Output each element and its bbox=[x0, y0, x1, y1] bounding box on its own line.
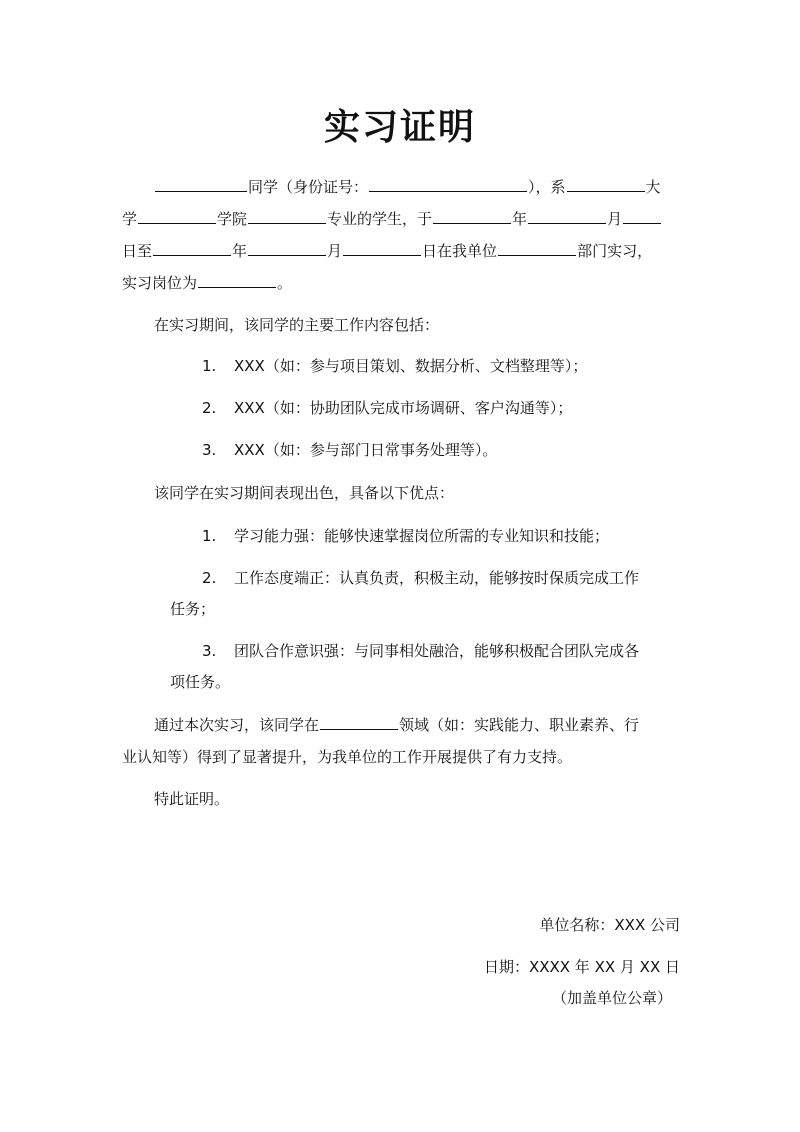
blank-start-year bbox=[433, 207, 511, 224]
signature-seal-note: （加盖单位公章） bbox=[551, 989, 672, 1007]
merit-item-2-cont: 任务； bbox=[170, 600, 216, 618]
blank-field bbox=[320, 713, 398, 730]
work-item-2: 2. XXX（如：协助团队完成市场调研、客户沟通等）； bbox=[202, 399, 573, 417]
blank-position bbox=[198, 271, 276, 288]
blank-end-day bbox=[343, 239, 421, 256]
merit-item-2: 2. 工作态度端正：认真负责，积极主动，能够按时保质完成工作 bbox=[202, 569, 640, 587]
blank-end-year bbox=[153, 239, 231, 256]
blank-university bbox=[138, 207, 216, 224]
blank-id-number bbox=[369, 175, 527, 192]
para1-line4: 实习岗位为 。 bbox=[122, 271, 292, 295]
blank-end-month bbox=[248, 239, 326, 256]
para3-intro: 该同学在实习期间表现出色，具备以下优点： bbox=[154, 484, 455, 502]
work-item-1: 1. XXX（如：参与项目策划、数据分析、文档整理等）； bbox=[202, 357, 588, 375]
para2-intro: 在实习期间，该同学的主要工作内容包括： bbox=[154, 316, 440, 334]
blank-start-month bbox=[528, 207, 606, 224]
signature-org: 单位名称：XXX 公司 bbox=[539, 916, 680, 934]
work-item-3: 3. XXX（如：参与部门日常事务处理等）。 bbox=[202, 441, 498, 459]
para4-line2: 业认知等）得到了显著提升，为我单位的工作开展提供了有力支持。 bbox=[122, 748, 573, 766]
blank-start-day bbox=[623, 207, 661, 224]
para1-line1: 同学（身份证号： ），系 大 bbox=[154, 175, 661, 199]
blank-student-name bbox=[155, 175, 247, 192]
closing-text: 特此证明。 bbox=[154, 790, 230, 808]
merit-item-1: 1. 学习能力强：能够快速掌握岗位所需的专业知识和技能； bbox=[202, 527, 610, 545]
para1-line3: 日至 年 月 日在我单位 部门实习， bbox=[122, 239, 652, 263]
blank-college bbox=[248, 207, 326, 224]
blank-unit-department bbox=[498, 239, 576, 256]
merit-item-3: 3. 团队合作意识强：与同事相处融洽，能够积极配合团队完成各 bbox=[202, 642, 640, 660]
signature-date: 日期：XXXX 年 XX 月 XX 日 bbox=[483, 958, 680, 976]
merit-item-3-cont: 项任务。 bbox=[170, 673, 231, 691]
para1-line2: 学 学院 专业的学生，于 年 月 bbox=[122, 207, 662, 231]
document-title: 实习证明 bbox=[323, 107, 476, 148]
blank-department bbox=[567, 175, 645, 192]
para4-line1: 通过本次实习，该同学在 领域（如：实践能力、职业素养、行 bbox=[154, 713, 639, 737]
